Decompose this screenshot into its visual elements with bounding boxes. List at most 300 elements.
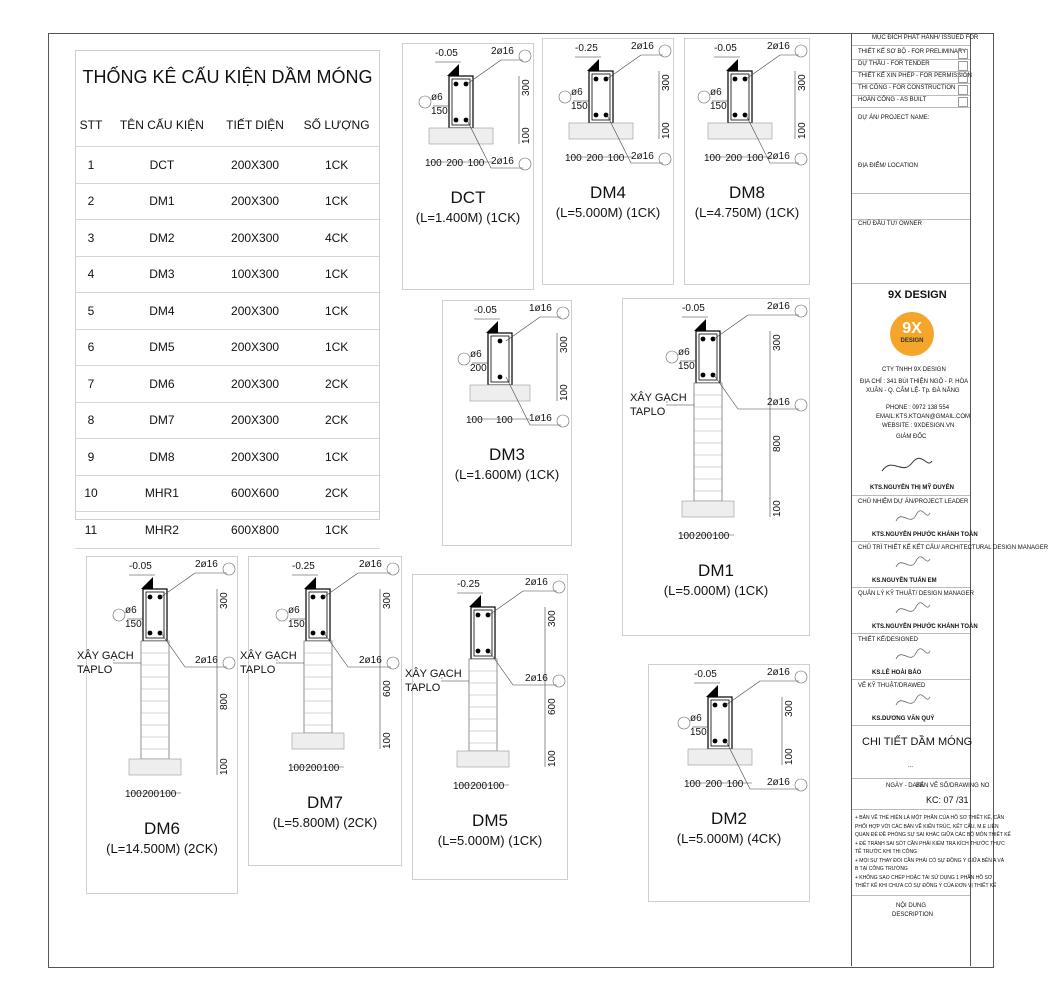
beam-section <box>728 71 752 123</box>
rebar-tag-3-icon <box>678 717 690 729</box>
width-dim-label: 200 <box>705 779 723 790</box>
section-drawing <box>87 557 239 819</box>
bottom-bar <box>148 631 153 636</box>
role-label: VẼ KỸ THUẬT/DRAWED <box>858 683 926 689</box>
beam-section <box>696 331 720 383</box>
table-cell: 1CK <box>293 439 380 476</box>
width-dim-label: 100 <box>704 153 721 164</box>
rebar-tag-3-icon <box>698 91 710 103</box>
wall-height-label: 600 <box>547 698 558 715</box>
table-cell: 200X300 <box>217 329 293 366</box>
brick-wall <box>694 383 722 501</box>
note-line: B TẠI CÔNG TRƯỜNG <box>855 866 908 872</box>
table-cell: 1CK <box>293 183 380 220</box>
elevation-marker-icon <box>447 64 459 76</box>
elevation-label: -0.25 <box>575 43 598 54</box>
stirrup-label: ø6 <box>125 605 137 616</box>
table-title: THỐNG KÊ CẤU KIỆN DẦM MÓNG <box>82 66 373 87</box>
table-cell: DM7 <box>107 402 217 439</box>
note-line: + MỌI SỰ THAY ĐỔI CẦN PHẢI CÓ SỰ ĐỒNG Ý GIỮA BÊN A VÀ <box>855 857 1005 864</box>
table-cell: 200X300 <box>217 293 293 330</box>
top-bar <box>711 337 716 342</box>
stirrup-spacing-label: 150 <box>710 101 727 112</box>
rebar-tag-3-icon <box>419 96 431 108</box>
width-dim-label: 100 <box>487 781 505 792</box>
wall-label: XÂY GẠCH TAPLO <box>405 668 462 694</box>
footing-dim-label: 100 <box>219 758 230 775</box>
stirrup-spacing-label: 150 <box>288 619 305 630</box>
width-dim-label: 100 <box>466 415 483 426</box>
wall-height-label: 600 <box>382 680 393 697</box>
issue-option-checkbox[interactable] <box>958 73 968 83</box>
lean-concrete <box>292 733 344 749</box>
bottom-rebar-label: 2ø16 <box>359 655 382 666</box>
table-cell: 1CK <box>293 147 380 184</box>
bottom-bar <box>454 118 459 123</box>
header-stt: STT <box>75 104 107 147</box>
stirrup-spacing-label: 150 <box>690 727 707 738</box>
width-dim-label: 100 <box>159 789 177 800</box>
bottom-bar <box>476 649 481 654</box>
bottom-rebar-label: 2ø16 <box>195 655 218 666</box>
bottom-rebar-label: 2ø16 <box>491 156 514 167</box>
width-dim-label: 100 <box>726 779 744 790</box>
elevation-label: -0.05 <box>129 561 152 572</box>
beam-schedule-table <box>75 50 380 549</box>
table-row <box>75 512 380 549</box>
footing-dim-label: 100 <box>772 500 783 517</box>
height-dim-label: 300 <box>784 700 795 717</box>
issue-option-label: HOÀN CÔNG - AS BUILT <box>858 97 927 103</box>
footing-dim-label: 100 <box>559 384 570 401</box>
detail-length: (L=5.000M) (1CK) <box>663 583 769 598</box>
issue-option-checkbox[interactable] <box>958 61 968 71</box>
issue-option-checkbox[interactable] <box>958 49 968 59</box>
detail-length: (L=5.000M) (1CK) <box>437 833 543 848</box>
role-signature <box>892 553 932 575</box>
width-dim-label: 200 <box>470 781 488 792</box>
table-cell: 1CK <box>293 512 380 549</box>
top-bar <box>454 82 459 87</box>
logo-text: 9X <box>902 320 922 337</box>
bottom-rebar-label: 2ø16 <box>631 151 654 162</box>
top-bar <box>713 703 718 708</box>
director-name: KTS.NGUYỄN THỊ MỸ DUYÊN <box>870 485 955 491</box>
stirrup-spacing-label: 150 <box>678 361 695 372</box>
table-row <box>75 256 380 293</box>
table-cell: 1CK <box>293 329 380 366</box>
content-label: NỘI DUNG <box>896 903 926 909</box>
elevation-label: -0.05 <box>682 303 705 314</box>
stirrup-label: ø6 <box>288 605 300 616</box>
table-cell: 600X800 <box>217 512 293 549</box>
issue-option-label: THIẾT KẾ XIN PHÉP - FOR PERMISSION <box>858 73 972 79</box>
bottom-bar <box>701 373 706 378</box>
table-cell: DM1 <box>107 183 217 220</box>
table-row <box>75 475 380 512</box>
note-line: QUAN ĐỂ ĐỀ PHÒNG SỰ SAI KHÁC GIỮA CÁC BỘ MÔN THIẾT KẾ <box>855 832 1011 838</box>
role-name: KS.NGUYỄN TUẤN EM <box>872 578 937 584</box>
lean-concrete <box>682 501 734 517</box>
stirrup-label: ø6 <box>571 87 583 98</box>
top-rebar-label: 2ø16 <box>195 559 218 570</box>
issue-option-checkbox[interactable] <box>958 85 968 95</box>
elevation-label: -0.05 <box>435 48 458 59</box>
elevation-label: -0.05 <box>714 43 737 54</box>
header-qty: SỐ LƯỢNG <box>293 104 380 147</box>
bottom-bar <box>158 631 163 636</box>
note-line: + BẢN VẼ THỂ HIỆN LÀ MỘT PHẦN CỦA HỒ SƠ THIẾT KẾ, CẦN <box>855 815 1005 821</box>
beam-section <box>449 76 473 128</box>
detail-length: (L=5.800M) (2CK) <box>272 815 378 830</box>
rebar-tag-2-icon <box>557 415 569 427</box>
width-dim-label: 200 <box>305 763 323 774</box>
lean-concrete <box>457 751 509 767</box>
rebar-tag-3-icon <box>276 609 288 621</box>
bottom-bar <box>321 631 326 636</box>
elevation-label: -0.25 <box>292 561 315 572</box>
table-cell: 4CK <box>293 220 380 257</box>
beam-detail-panel <box>240 556 402 866</box>
width-dim-label: 100 <box>565 153 582 164</box>
description-label: DESCRIPTION <box>892 912 934 918</box>
beam-section <box>471 607 495 659</box>
width-dim-label: 200 <box>586 153 604 164</box>
top-rebar-label: 2ø16 <box>631 41 654 52</box>
width-dim-label: 100 <box>425 158 442 169</box>
bottom-rebar-label: 2ø16 <box>767 397 790 408</box>
rebar-tag-1-icon <box>519 50 531 62</box>
top-bar <box>158 595 163 600</box>
rebar-tag-2-icon <box>795 779 807 791</box>
bottom-rebar-label: 2ø16 <box>767 151 790 162</box>
footing-dim-label: 100 <box>797 122 808 139</box>
rebar-tag-3-icon <box>113 609 125 621</box>
header-section: TIẾT DIỆN <box>217 104 293 147</box>
width-dim-label: 100 <box>467 158 485 169</box>
table-cell: DM5 <box>107 329 217 366</box>
top-bar <box>311 595 316 600</box>
elevation-marker-icon <box>726 59 738 71</box>
lean-concrete <box>470 385 530 401</box>
top-rebar-label: 2ø16 <box>491 46 514 57</box>
top-rebar-label: 2ø16 <box>767 667 790 678</box>
role-label: CHỦ TRÌ THIẾT KẾ KẾT CẤU/ ARCHITECTURAL DESIGN MANAGER <box>858 545 1048 551</box>
top-bar <box>594 77 599 82</box>
role-name: KTS.NGUYỄN PHƯỚC KHÁNH TOÀN <box>872 624 978 630</box>
table-cell: 200X300 <box>217 366 293 403</box>
table-row <box>75 220 380 257</box>
top-bar <box>464 82 469 87</box>
footing-dim-label: 100 <box>661 122 672 139</box>
table-cell: 11 <box>75 512 107 549</box>
beam-detail-panel <box>684 38 810 285</box>
table-cell: 200X300 <box>217 147 293 184</box>
header-name: TÊN CẤU KIỆN <box>107 104 217 147</box>
drawing-no-label: BẢN VẼ SỐ/DRAWING NO <box>916 783 990 789</box>
issued-for-label: MỤC ĐÍCH PHÁT HÀNH/ ISSUED FOR <box>872 35 979 41</box>
drawing-dots: ... <box>908 763 914 769</box>
bottom-bar <box>711 373 716 378</box>
brick-wall <box>469 659 497 751</box>
rebar-tag-1-icon <box>223 563 235 575</box>
rebar-tag-2-icon <box>519 158 531 170</box>
top-bar <box>733 77 738 82</box>
website: WEBSITE : 9XDESIGN.VN <box>882 423 955 429</box>
beam-section <box>708 697 732 749</box>
rebar-tag-2-icon <box>223 657 235 669</box>
table-cell: MHR1 <box>107 475 217 512</box>
detail-length: (L=5.000M) (1CK) <box>555 205 661 220</box>
top-rebar-label: 2ø16 <box>525 577 548 588</box>
logo-sub: DESIGN <box>900 338 924 344</box>
note-line: + KHÔNG SAO CHÉP HOẶC TÁI SỬ DỤNG 1 PHẦN HỒ SƠ <box>855 874 993 881</box>
height-dim-label: 300 <box>219 592 230 609</box>
table-row <box>75 329 380 366</box>
detail-name: DM7 <box>307 793 343 812</box>
lean-concrete <box>708 123 772 139</box>
table-cell: DM2 <box>107 220 217 257</box>
rebar-tag-1-icon <box>387 563 399 575</box>
table-cell: 10 <box>75 475 107 512</box>
top-rebar-label: 2ø16 <box>767 41 790 52</box>
bottom-rebar-label: 2ø16 <box>525 673 548 684</box>
stirrup-spacing-label: 200 <box>470 363 487 374</box>
detail-name: DM4 <box>590 183 626 202</box>
note-line: PHỐI HỢP VỚI CÁC BẢN VẼ KIẾN TRÚC, KẾT CẤU, M.E LIÊN <box>855 823 999 830</box>
elevation-label: -0.05 <box>694 669 717 680</box>
table-cell: 8 <box>75 402 107 439</box>
rebar-tag-2-icon <box>795 153 807 165</box>
note-line: + ĐỂ TRÁNH SAI SÓT CẦN PHẢI KIỂM TRA KÍCH THƯỚC THỰC <box>855 840 1005 847</box>
top-bar <box>486 613 491 618</box>
wall-label: XÂY GẠCH TAPLO <box>630 392 687 418</box>
elevation-label: -0.05 <box>474 305 497 316</box>
table-cell: 200X300 <box>217 183 293 220</box>
bottom-bar <box>713 739 718 744</box>
rebar-tag-1-icon <box>795 305 807 317</box>
elevation-marker-icon <box>587 59 599 71</box>
company-name: CTY TNHH 9X DESIGN <box>882 367 946 373</box>
beam-section <box>143 589 167 641</box>
lean-concrete <box>129 759 181 775</box>
table-row <box>75 402 380 439</box>
table-cell: DCT <box>107 147 217 184</box>
width-dim-label: 200 <box>725 153 743 164</box>
email: EMAIL:KTS.KTOAN@GMAIL.COM <box>876 414 970 420</box>
rebar-tag-2-icon <box>795 399 807 411</box>
wall-height-label: 800 <box>219 693 230 710</box>
detail-length: (L=5.000M) (4CK) <box>676 831 782 846</box>
beam-detail-panel <box>442 300 572 546</box>
footing-dim-label: 100 <box>784 748 795 765</box>
rebar-tag-2-icon <box>387 657 399 669</box>
rebar-tag-1-icon <box>553 581 565 593</box>
beam-detail-panel <box>402 43 534 290</box>
issue-option-label: THIẾT KẾ SƠ BỘ - FOR PRELIMINARY <box>858 49 967 55</box>
beam-detail-panel <box>648 664 810 902</box>
table-row <box>75 293 380 330</box>
wall-label: XÂY GẠCH TAPLO <box>240 650 297 676</box>
rebar-tag-1-icon <box>557 307 569 319</box>
table-cell: DM8 <box>107 439 217 476</box>
footing-dim-label: 100 <box>382 732 393 749</box>
top-bar <box>321 595 326 600</box>
issue-option-checkbox[interactable] <box>958 97 968 107</box>
elevation-marker-icon <box>706 685 718 697</box>
detail-name: DM1 <box>698 561 734 580</box>
table-cell: 200X300 <box>217 220 293 257</box>
table-cell: 2 <box>75 183 107 220</box>
rebar-tag-3-icon <box>458 353 470 365</box>
table-cell: 9 <box>75 439 107 476</box>
table-cell: 200X300 <box>217 402 293 439</box>
role-signature <box>892 645 932 667</box>
wall-label: XÂY GẠCH TAPLO <box>77 650 134 676</box>
detail-length: (L=14.500M) (2CK) <box>106 841 218 856</box>
bottom-rebar-label: 2ø16 <box>767 777 790 788</box>
detail-name: DM3 <box>489 445 525 464</box>
wall-height-label: 800 <box>772 435 783 452</box>
detail-length: (L=4.750M) (1CK) <box>694 205 800 220</box>
width-dim-label: 200 <box>142 789 160 800</box>
height-dim-label: 300 <box>547 610 558 627</box>
lean-concrete <box>688 749 752 765</box>
project-label: DỰ ÁN/ PROJECT NAME: <box>858 115 930 121</box>
role-name: KS.LÊ HOÀI BẢO <box>872 670 922 676</box>
bottom-bar <box>311 631 316 636</box>
table-row <box>75 183 380 220</box>
rebar-tag-3-icon <box>666 351 678 363</box>
height-dim-label: 300 <box>521 79 532 96</box>
table-cell: 1CK <box>293 256 380 293</box>
bottom-rebar-label: 1ø16 <box>529 413 552 424</box>
table-cell: 2CK <box>293 402 380 439</box>
top-bar <box>723 703 728 708</box>
height-dim-label: 300 <box>797 74 808 91</box>
elevation-marker-icon <box>486 321 498 333</box>
elevation-label: -0.25 <box>457 579 480 590</box>
bottom-bar <box>594 113 599 118</box>
table-row <box>75 439 380 476</box>
stirrup-label: ø6 <box>431 92 443 103</box>
brick-wall <box>141 641 169 759</box>
width-dim-label: 100 <box>322 763 340 774</box>
bottom-bar <box>498 375 503 380</box>
detail-name: DCT <box>450 188 486 207</box>
stirrup-spacing-label: 150 <box>125 619 142 630</box>
bottom-bar <box>733 113 738 118</box>
owner-label: CHỦ ĐẦU TƯ/ OWNER <box>858 221 923 227</box>
note-line: TẾ TRƯỚC KHI THI CÔNG <box>855 849 917 855</box>
table-row <box>75 366 380 403</box>
beam-section <box>589 71 613 123</box>
beam-detail-panel <box>405 574 568 880</box>
phone: PHONE : 0972 138 554 <box>886 405 950 411</box>
rebar-tag-1-icon <box>795 45 807 57</box>
top-bar <box>604 77 609 82</box>
table-cell: 600X600 <box>217 475 293 512</box>
elevation-marker-icon <box>141 577 153 589</box>
role-signature <box>892 507 932 529</box>
width-dim-label: 100 <box>607 153 625 164</box>
width-dim-label: 100 <box>288 763 305 774</box>
table-cell: DM6 <box>107 366 217 403</box>
company-title: 9X DESIGN <box>888 289 947 301</box>
role-signature <box>892 599 932 621</box>
table-cell: MHR2 <box>107 512 217 549</box>
height-dim-label: 300 <box>772 334 783 351</box>
role-label: THIẾT KẾ/DESIGNED <box>858 637 918 643</box>
table-cell: 1 <box>75 147 107 184</box>
stirrup-label: ø6 <box>710 87 722 98</box>
director-signature <box>877 451 937 481</box>
drawing-title: CHI TIẾT DẦM MÓNG <box>862 736 973 748</box>
detail-length: (L=1.600M) (1CK) <box>454 467 560 482</box>
height-dim-label: 300 <box>382 592 393 609</box>
width-dim-label: 100 <box>496 415 513 426</box>
table-cell: 100X300 <box>217 256 293 293</box>
rebar-tag-3-icon <box>559 91 571 103</box>
width-dim-label: 100 <box>684 779 701 790</box>
top-bar <box>701 337 706 342</box>
footing-dim-label: 100 <box>547 750 558 767</box>
height-dim-label: 300 <box>661 74 672 91</box>
stirrup-label: ø6 <box>678 347 690 358</box>
width-dim-label: 200 <box>695 531 713 542</box>
title-block <box>851 33 1048 966</box>
width-dim-label: 100 <box>453 781 470 792</box>
top-rebar-label: 2ø16 <box>359 559 382 570</box>
brick-wall <box>304 641 332 733</box>
rebar-tag-2-icon <box>553 675 565 687</box>
elevation-marker-icon <box>304 577 316 589</box>
beam-detail-panel <box>622 298 810 636</box>
role-label: CHỦ NHIỆM DỰ ÁN/PROJECT LEADER <box>858 499 969 505</box>
table-cell: 2CK <box>293 475 380 512</box>
beam-detail-panel <box>542 38 674 285</box>
drawing-no: KC: 07 /31 <box>926 795 969 805</box>
address-line2: XUÂN - Q. CẨM LỆ- Tp. ĐÀ NẴNG <box>866 388 960 394</box>
table-cell: 1CK <box>293 293 380 330</box>
role-signature <box>892 691 932 713</box>
detail-length: (L=1.400M) (1CK) <box>415 210 521 225</box>
location-label: ĐỊA ĐIỂM/ LOCATION <box>858 163 918 169</box>
table-cell: 200X300 <box>217 439 293 476</box>
table-cell: 3 <box>75 220 107 257</box>
detail-name: DM2 <box>711 809 747 828</box>
top-rebar-label: 2ø16 <box>767 301 790 312</box>
lean-concrete <box>569 123 633 139</box>
height-dim-label: 300 <box>559 336 570 353</box>
width-dim-label: 100 <box>712 531 730 542</box>
top-bar <box>743 77 748 82</box>
elevation-marker-icon <box>469 595 481 607</box>
table-cell: 7 <box>75 366 107 403</box>
table-cell: 4 <box>75 256 107 293</box>
footing-dim-label: 100 <box>521 127 532 144</box>
table-row <box>75 147 380 184</box>
width-dim-label: 100 <box>746 153 764 164</box>
top-rebar-label: 1ø16 <box>529 303 552 314</box>
note-line: THIẾT KẾ KHI CHƯA CÓ SỰ ĐỒNG Ý CỦA ĐƠN VỊ THIẾT KẾ <box>855 883 997 889</box>
beam-section <box>306 589 330 641</box>
table-cell: 6 <box>75 329 107 366</box>
width-dim-label: 100 <box>125 789 142 800</box>
stirrup-spacing-label: 150 <box>431 106 448 117</box>
table-cell: 5 <box>75 293 107 330</box>
table-cell: DM4 <box>107 293 217 330</box>
